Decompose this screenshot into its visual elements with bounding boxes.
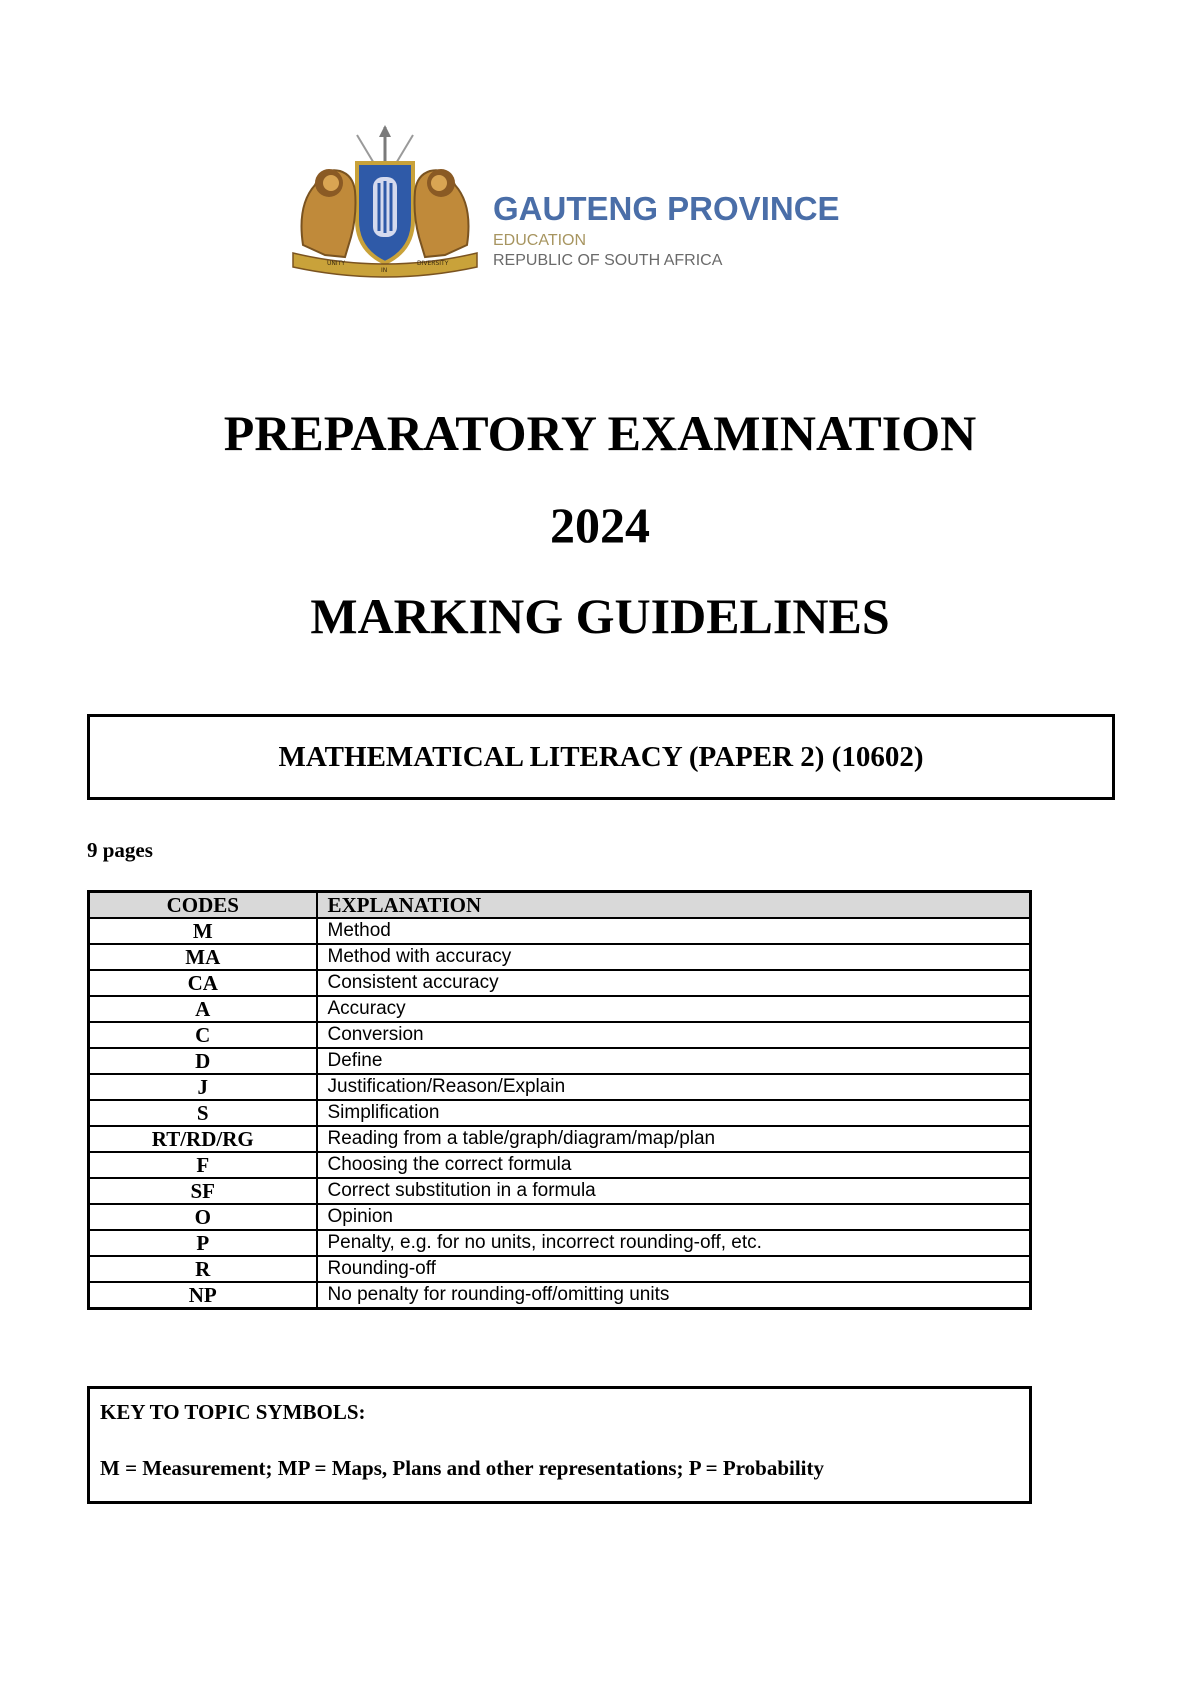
- topic-key-box: [87, 1386, 1032, 1504]
- coat-of-arms-icon: [285, 125, 485, 285]
- logo-text: [493, 191, 840, 271]
- explanation-cell: Penalty, e.g. for no units, incorrect rounding-off, etc.: [317, 1230, 1031, 1256]
- table-row: [89, 970, 1031, 996]
- table-row: [89, 1126, 1031, 1152]
- codes-header: CODES: [89, 892, 317, 919]
- code-cell: MA: [89, 944, 317, 970]
- codes-table: [87, 890, 1032, 1310]
- key-heading: KEY TO TOPIC SYMBOLS:: [100, 1400, 366, 1424]
- table-row: [89, 1256, 1031, 1282]
- code-cell: RT/RD/RG: [89, 1126, 317, 1152]
- table-row: [89, 996, 1031, 1022]
- explanation-cell: Simplification: [317, 1100, 1031, 1126]
- code-cell: NP: [89, 1282, 317, 1309]
- explanation-cell: Reading from a table/graph/diagram/map/plan: [317, 1126, 1031, 1152]
- table-row: [89, 1022, 1031, 1048]
- table-row: [89, 1048, 1031, 1074]
- code-cell: CA: [89, 970, 317, 996]
- table-row: [89, 1152, 1031, 1178]
- explanation-cell: Define: [317, 1048, 1031, 1074]
- key-text: M = Measurement; MP = Maps, Plans and other representations; P = Probability: [100, 1456, 825, 1480]
- table-row: [89, 1230, 1031, 1256]
- explanation-cell: Method with accuracy: [317, 944, 1031, 970]
- explanation-cell: Rounding-off: [317, 1256, 1031, 1282]
- table-row: [89, 1204, 1031, 1230]
- code-cell: J: [89, 1074, 317, 1100]
- code-cell: C: [89, 1022, 317, 1048]
- subject-box: [87, 714, 1115, 800]
- code-cell: P: [89, 1230, 317, 1256]
- explanation-cell: Accuracy: [317, 996, 1031, 1022]
- exam-title: PREPARATORY EXAMINATION: [223, 405, 977, 461]
- explanation-cell: Method: [317, 918, 1031, 944]
- table-row: [89, 1100, 1031, 1126]
- motto-word-1: UNITY: [327, 260, 345, 267]
- gauteng-education-logo: [285, 125, 840, 290]
- page-count: 9 pages: [87, 838, 153, 862]
- table-row: [89, 1074, 1031, 1100]
- logo-subtitle-republic: REPUBLIC OF SOUTH AFRICA: [493, 252, 723, 269]
- code-cell: D: [89, 1048, 317, 1074]
- explanation-cell: Choosing the correct formula: [317, 1152, 1031, 1178]
- document-type: MARKING GUIDELINES: [310, 588, 890, 644]
- table-row: [89, 918, 1031, 944]
- explanation-cell: Consistent accuracy: [317, 970, 1031, 996]
- explanation-cell: No penalty for rounding-off/omitting units: [317, 1282, 1031, 1309]
- explanation-cell: Opinion: [317, 1204, 1031, 1230]
- code-cell: O: [89, 1204, 317, 1230]
- table-row: [89, 1282, 1031, 1309]
- subject-title: MATHEMATICAL LITERACY (PAPER 2) (10602): [278, 740, 924, 773]
- explanation-cell: Conversion: [317, 1022, 1031, 1048]
- explanation-header: EXPLANATION: [317, 892, 1031, 919]
- motto-word-3: DIVERSITY: [417, 260, 449, 267]
- table-row: [89, 1178, 1031, 1204]
- code-cell: SF: [89, 1178, 317, 1204]
- code-cell: F: [89, 1152, 317, 1178]
- code-cell: S: [89, 1100, 317, 1126]
- logo-subtitle-education: EDUCATION: [493, 232, 587, 249]
- motto-word-2: IN: [381, 267, 388, 274]
- explanation-cell: Justification/Reason/Explain: [317, 1074, 1031, 1100]
- code-cell: M: [89, 918, 317, 944]
- code-cell: A: [89, 996, 317, 1022]
- logo-title: GAUTENG PROVINCE: [493, 190, 840, 227]
- table-row: [89, 944, 1031, 970]
- exam-year: 2024: [550, 497, 650, 553]
- code-cell: R: [89, 1256, 317, 1282]
- explanation-cell: Correct substitution in a formula: [317, 1178, 1031, 1204]
- table-header-row: [89, 892, 1031, 919]
